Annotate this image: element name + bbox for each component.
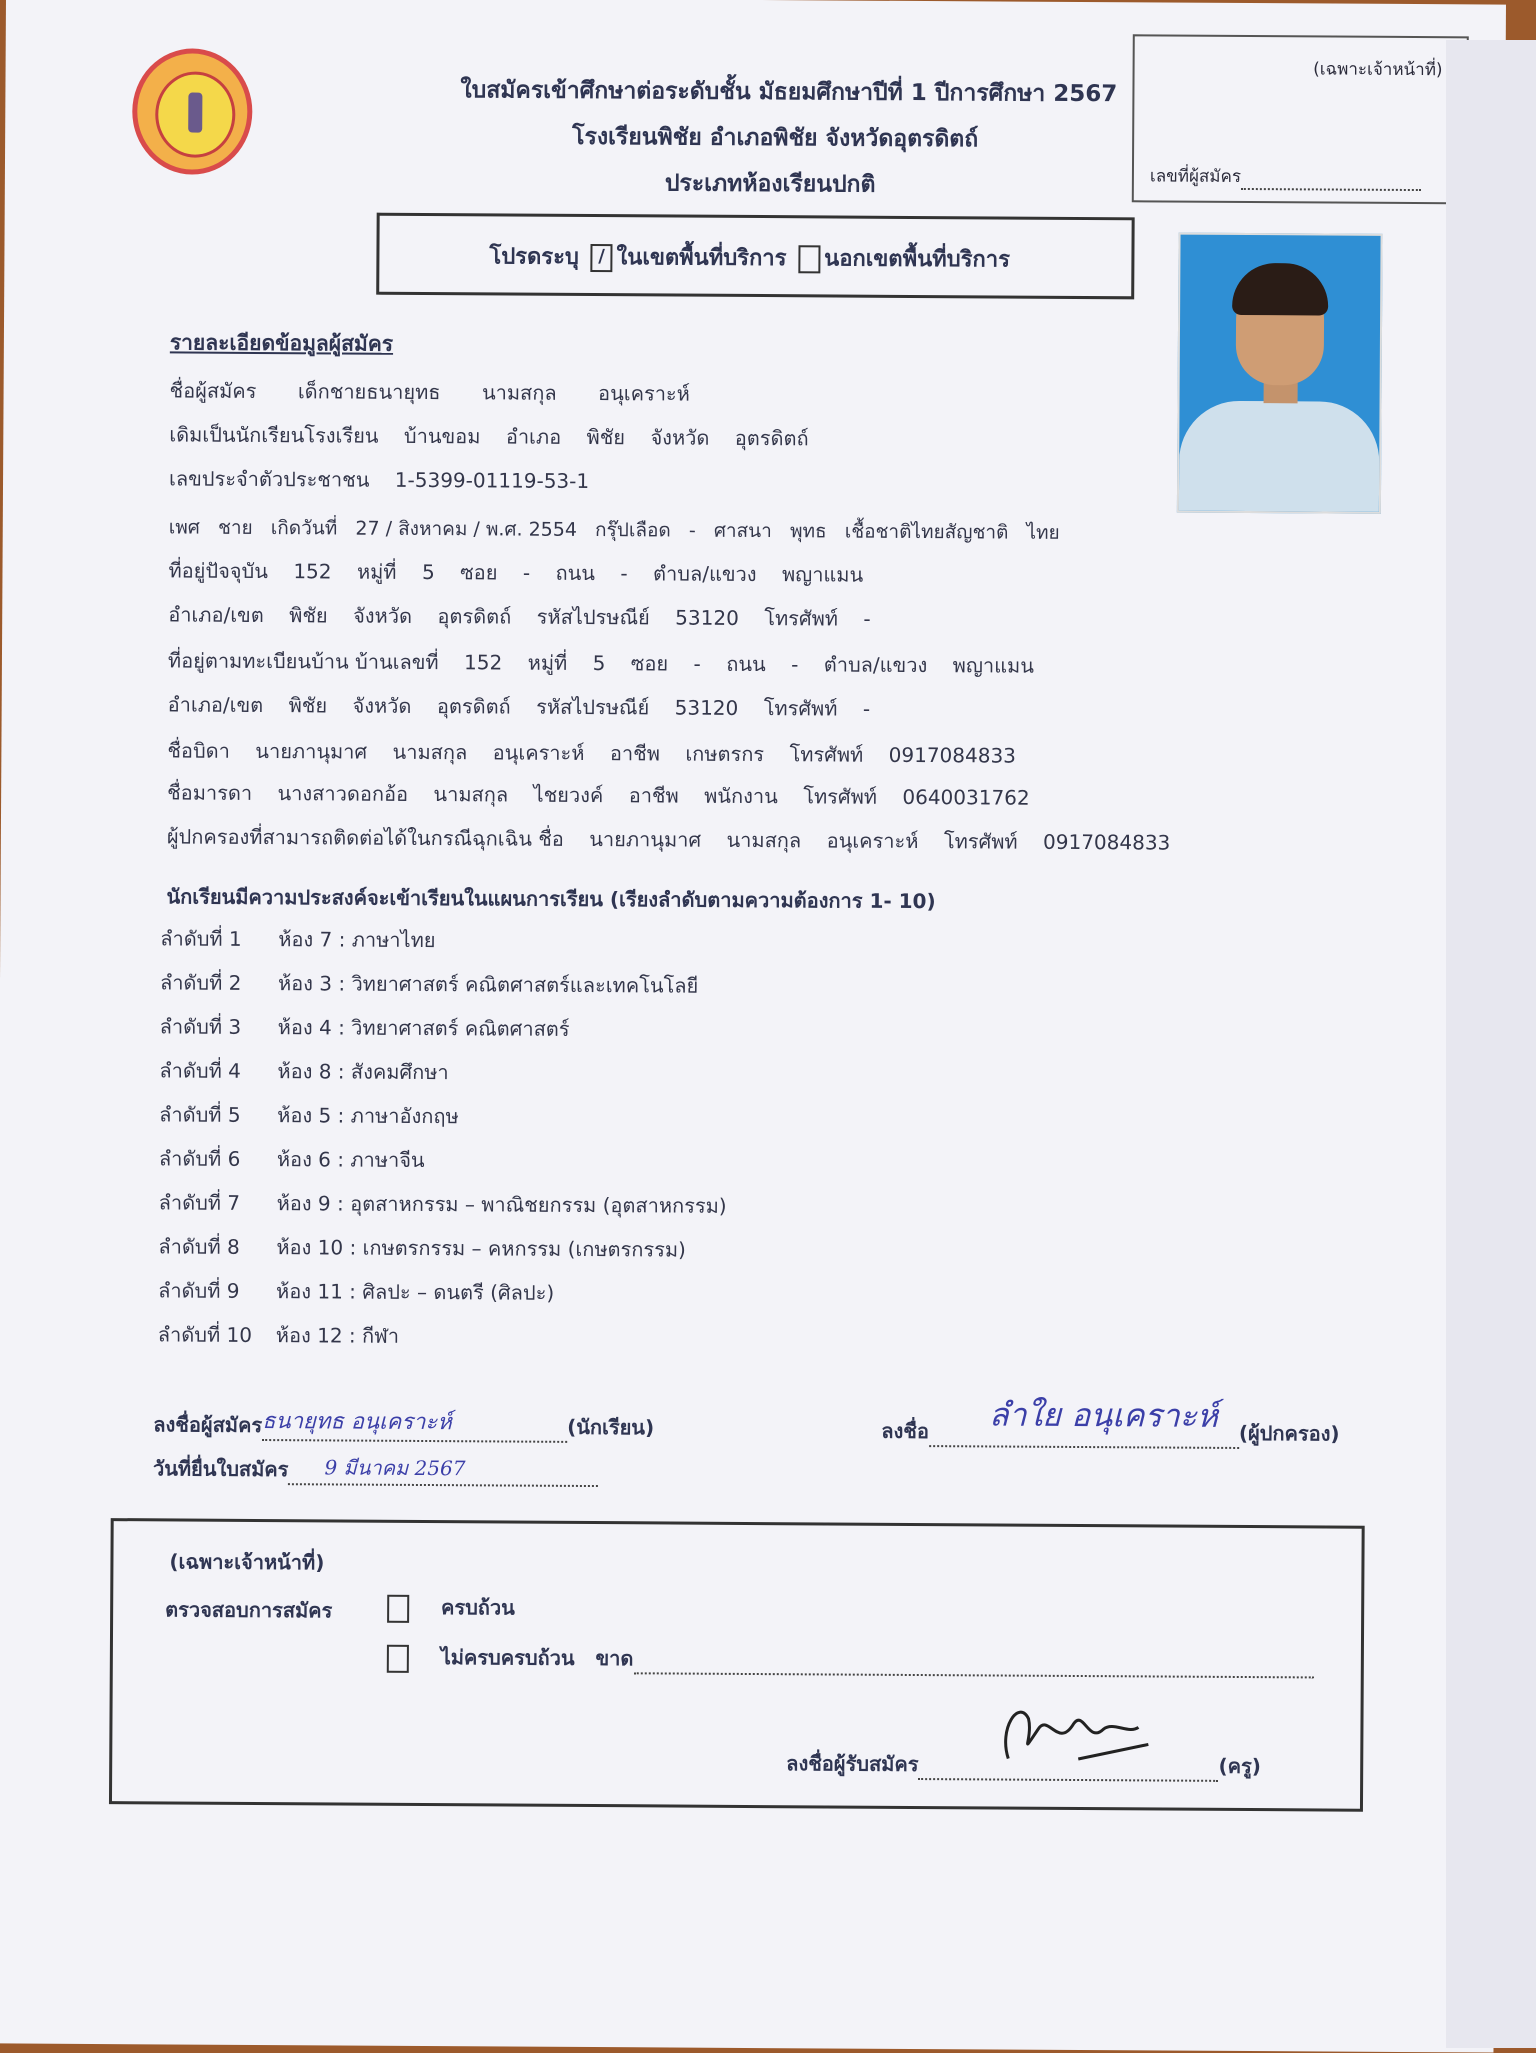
- complete-option: [383, 1591, 515, 1624]
- receiver-role: (ครู): [1218, 1753, 1261, 1779]
- registered-soi-label: ซอย: [630, 651, 669, 676]
- mother-job: พนักงาน: [704, 783, 778, 809]
- form-title: ใบสมัครเข้าศึกษาต่อระดับชั้น มัธยมศึกษาปีที่ 1 ปีการศึกษา 2567: [460, 77, 1118, 108]
- applicant-photo: [1177, 233, 1383, 514]
- preference-item: [158, 1230, 726, 1277]
- religion-label: ศาสนา: [713, 519, 772, 543]
- application-date-label: วันที่ยื่นใบสมัคร: [152, 1456, 289, 1482]
- missing-items-field[interactable]: [633, 1672, 1313, 1678]
- applicant-signature-field[interactable]: [262, 1409, 567, 1443]
- application-date-field[interactable]: [288, 1457, 598, 1487]
- birth-label: เกิดวันที่: [270, 517, 338, 540]
- current-address-label: ที่อยู่ปัจจุบัน: [168, 558, 268, 584]
- receiver-signature-label: ลงชื่อผู้รับสมัคร: [786, 1751, 919, 1777]
- current-phone-label: โทรศัพท์: [764, 606, 839, 631]
- school-logo: [132, 48, 253, 175]
- out-area-label: นอกเขตพื้นที่บริการ: [824, 246, 1011, 273]
- preference-rank: ลำดับที่ 10: [157, 1322, 253, 1347]
- current-zip: 53120: [675, 605, 739, 630]
- logo-emblem: [155, 71, 236, 157]
- preference-rank: ลำดับที่ 6: [158, 1146, 241, 1171]
- registered-address-row-2: [168, 688, 871, 724]
- current-soi: -: [522, 560, 531, 585]
- applicant-signature-line: [153, 1408, 654, 1443]
- out-area-checkbox[interactable]: [798, 245, 820, 273]
- mother-label: ชื่อมารดา: [167, 780, 253, 805]
- registered-phone: -: [862, 696, 871, 721]
- blood-label: กรุ๊ปเลือด: [595, 519, 671, 542]
- registered-province-label: จังหวัด: [352, 693, 412, 718]
- office-use-box: [109, 1518, 1365, 1812]
- father-surname: อนุเคราะห์: [492, 740, 585, 765]
- check-application-label: ตรวจสอบการสมัคร: [165, 1597, 333, 1623]
- applicant-role: (นักเรียน): [567, 1414, 655, 1440]
- guardian-signature: ลำใย อนุเคราะห์: [988, 1395, 1219, 1435]
- registered-house-no: 152: [463, 650, 503, 675]
- applicant-section-title: รายละเอียดข้อมูลผู้สมัคร: [169, 330, 394, 356]
- father-label: ชื่อบิดา: [167, 738, 230, 763]
- application-date: 9 มีนาคม 2567: [324, 1455, 466, 1481]
- preference-rank: ลำดับที่ 7: [158, 1190, 241, 1215]
- guardian-signature-line: [881, 1395, 1340, 1450]
- nationality: ไทย: [1026, 521, 1060, 544]
- guardian-signature-field[interactable]: [929, 1395, 1239, 1449]
- current-road-label: ถนน: [555, 560, 596, 586]
- preference-room: ห้อง 9 : อุตสาหกรรม – พาณิชยกรรม (อุตสาหกรรม): [276, 1191, 727, 1218]
- father-phone: 0917084833: [888, 742, 1017, 768]
- current-moo: 5: [421, 559, 435, 585]
- guardian-signature-label: ลงชื่อ: [881, 1418, 929, 1444]
- prev-district-label: อำเภอ: [505, 424, 562, 449]
- receiver-signature-line: [786, 1747, 1261, 1782]
- mother-job-label: อาชีพ: [628, 783, 679, 808]
- applicant-signature: ธนายุทธ อนุเคราะห์: [262, 1409, 452, 1436]
- applicant-name: เด็กชายธนายุทธ: [297, 379, 441, 405]
- registered-moo-label: หมู่ที่: [527, 650, 568, 675]
- preference-item: [160, 922, 728, 969]
- prev-school-label: เดิมเป็นนักเรียนโรงเรียน: [169, 422, 379, 448]
- preference-item: [160, 1010, 728, 1057]
- staff-only-box: [1132, 34, 1469, 204]
- preferences-title: นักเรียนมีความประสงค์จะเข้าเรียนในแผนการเรียน (เรียงลำดับตามความต้องการ 1- 10): [166, 884, 936, 914]
- personal-info-row: [169, 512, 1060, 547]
- prev-province: อุตรดิตถ์: [734, 425, 809, 451]
- registered-province: อุตรดิตถ์: [436, 694, 511, 719]
- registered-address-row-1: [168, 644, 1034, 681]
- current-address-row-2: [168, 598, 871, 634]
- registered-address-label: ที่อยู่ตามทะเบียนบ้าน บ้านเลขที่: [167, 648, 439, 675]
- race: ไทย: [911, 520, 945, 544]
- guardian-name: นายภานุมาศ: [589, 826, 702, 852]
- applicant-number-field[interactable]: [1150, 162, 1421, 191]
- registered-soi: -: [693, 651, 701, 676]
- preference-room: ห้อง 4 : วิทยาศาสตร์ คณิตศาสตร์: [277, 1015, 570, 1041]
- mother-phone: 0640031762: [902, 784, 1030, 810]
- incomplete-checkbox[interactable]: [387, 1644, 409, 1672]
- receiver-signature-field[interactable]: [918, 1752, 1218, 1782]
- citizen-id-label: เลขประจำตัวประชาชน: [168, 466, 370, 492]
- guardian-surname-label: นามสกุล: [726, 827, 802, 853]
- father-row: [167, 734, 1016, 771]
- preference-item: [158, 1318, 726, 1365]
- preference-rank: ลำดับที่ 1: [160, 926, 242, 951]
- guardian-surname: อนุเคราะห์: [826, 828, 919, 854]
- guardian-phone: 0917084833: [1042, 829, 1171, 855]
- religion: พุทธ: [789, 520, 827, 543]
- prev-district: พิชัย: [586, 424, 626, 450]
- preference-room: ห้อง 11 : ศิลปะ – ดนตรี (ศิลปะ): [276, 1279, 555, 1305]
- current-phone: -: [863, 606, 871, 631]
- incomplete-option: [383, 1641, 1314, 1679]
- mother-phone-label: โทรศัพท์: [803, 784, 878, 809]
- current-district: พิชัย: [289, 603, 328, 628]
- father-job: เกษตรกร: [685, 741, 765, 767]
- preference-room: ห้อง 5 : ภาษาอังกฤษ: [277, 1103, 459, 1129]
- registered-subdistrict-label: ตำบล/แขวง: [823, 652, 928, 678]
- missing-label: ขาด: [595, 1646, 634, 1671]
- preference-list: [158, 922, 729, 1365]
- mother-row: [167, 776, 1030, 813]
- applicant-number-blank: [1241, 188, 1421, 191]
- preference-room: ห้อง 8 : สังคมศึกษา: [277, 1059, 449, 1085]
- application-date-line: [153, 1452, 599, 1487]
- current-address-row-1: [168, 554, 863, 590]
- applicant-surname: อนุเคราะห์: [598, 381, 690, 406]
- registered-road: -: [791, 652, 799, 677]
- incomplete-label: ไม่ครบครบถ้วน: [440, 1645, 575, 1670]
- preference-item: [160, 966, 728, 1013]
- staff-only-label: (เฉพาะเจ้าหน้าที่): [1313, 59, 1443, 81]
- applicant-signature-label: ลงชื่อผู้สมัคร: [153, 1412, 263, 1438]
- school-line: โรงเรียนพิชัย อำเภอพิชัย จังหวัดอุตรดิตถ์: [572, 123, 979, 153]
- preference-room: ห้อง 6 : ภาษาจีน: [276, 1147, 425, 1172]
- prev-school: บ้านขอม: [403, 423, 481, 449]
- applicant-name-row: [170, 374, 690, 409]
- current-subdistrict-label: ตำบล/แขวง: [653, 561, 757, 587]
- preference-item: [159, 1054, 727, 1101]
- complete-label: ครบถ้วน: [440, 1595, 515, 1620]
- preference-rank: ลำดับที่ 5: [159, 1102, 241, 1127]
- registered-zip: 53120: [674, 695, 739, 720]
- preference-room: ห้อง 12 : กีฬา: [275, 1323, 400, 1348]
- preference-item: [159, 1098, 727, 1145]
- citizen-id: 1-5399-01119-53-1: [394, 467, 590, 493]
- current-road: -: [620, 561, 628, 586]
- preference-rank: ลำดับที่ 2: [159, 970, 242, 995]
- citizen-id-row: [169, 462, 589, 497]
- registered-zip-label: รหัสไปรษณีย์: [536, 694, 650, 720]
- father-phone-label: โทรศัพท์: [789, 742, 864, 767]
- registered-district: พิชัย: [288, 693, 328, 718]
- mother-surname-label: นามสกุล: [433, 782, 509, 807]
- office-use-label: (เฉพาะเจ้าหน้าที่): [169, 1549, 325, 1575]
- complete-checkbox[interactable]: [387, 1594, 409, 1622]
- preference-item: [158, 1274, 726, 1321]
- applicant-number-label: เลขที่ผู้สมัคร: [1149, 166, 1242, 187]
- preference-room: ห้อง 3 : วิทยาศาสตร์ คณิตศาสตร์และเทคโนโลยี: [277, 971, 699, 998]
- preference-rank: ลำดับที่ 9: [158, 1278, 240, 1303]
- nationality-label: สัญชาติ: [944, 521, 1009, 544]
- current-district-label: อำเภอ/เขต: [168, 602, 264, 628]
- father-name: นายภานุมาศ: [255, 738, 368, 764]
- preference-room: ห้อง 10 : เกษตรกรรม – คหกรรม (เกษตรกรรม): [276, 1235, 686, 1262]
- registered-road-label: ถนน: [726, 651, 766, 677]
- mother-name: นางสาวดอกอ้อ: [277, 781, 409, 806]
- preference-rank: ลำดับที่ 3: [159, 1014, 242, 1039]
- guardian-phone-label: โทรศัพท์: [943, 829, 1018, 854]
- birth-date: 27 / สิงหาคม / พ.ศ. 2554: [355, 517, 578, 541]
- current-house-no: 152: [293, 559, 332, 584]
- preference-rank: ลำดับที่ 4: [159, 1058, 241, 1083]
- preference-room: ห้อง 7 : ภาษาไทย: [278, 927, 436, 953]
- preference-item: [158, 1186, 726, 1233]
- name-label: ชื่อผู้สมัคร: [169, 378, 257, 403]
- race-label: เชื้อชาติ: [844, 520, 912, 543]
- registered-phone-label: โทรศัพท์: [763, 696, 838, 721]
- current-subdistrict: พญาแมน: [781, 562, 864, 587]
- current-zip-label: รหัสไปรษณีย์: [536, 604, 650, 630]
- in-area-label: ในเขตพื้นที่บริการ: [616, 245, 787, 272]
- current-soi-label: ซอย: [460, 560, 498, 585]
- registered-district-label: อำเภอ/เขต: [167, 692, 264, 718]
- prev-province-label: จังหวัด: [650, 425, 710, 450]
- registered-moo: 5: [592, 651, 606, 676]
- preference-item: [159, 1142, 727, 1189]
- blood-type: -: [688, 519, 696, 542]
- service-area-prompt: โปรดระบุ: [489, 244, 579, 270]
- guardian-role: (ผู้ปกครอง): [1238, 1420, 1340, 1446]
- father-job-label: อาชีพ: [609, 741, 661, 766]
- sex-label: เพศ: [168, 516, 200, 539]
- guardian-label: ผู้ปกครองที่สามารถติดต่อได้ในกรณีฉุกเฉิน ชื่อ: [166, 824, 564, 851]
- class-type: ประเภทห้องเรียนปกติ: [664, 170, 876, 198]
- mother-surname: ไชยวงค์: [533, 782, 604, 808]
- father-surname-label: นามสกุล: [392, 739, 468, 765]
- sex: ชาย: [217, 516, 253, 539]
- guardian-row: [167, 820, 1171, 858]
- surname-label: นามสกุล: [481, 380, 557, 405]
- service-area-box: [376, 213, 1134, 300]
- current-province-label: จังหวัด: [353, 603, 413, 628]
- previous-school-row: [169, 418, 809, 454]
- underlying-sheet: [1446, 40, 1536, 2048]
- preference-rank: ลำดับที่ 8: [158, 1234, 240, 1259]
- receiver-signature-scribble: [988, 1688, 1159, 1779]
- current-moo-label: หมู่ที่: [356, 559, 397, 584]
- logo-figure-icon: [188, 93, 202, 133]
- in-area-checkbox[interactable]: /: [590, 244, 612, 272]
- registered-subdistrict: พญาแมน: [952, 653, 1034, 678]
- current-province: อุตรดิตถ์: [437, 604, 512, 629]
